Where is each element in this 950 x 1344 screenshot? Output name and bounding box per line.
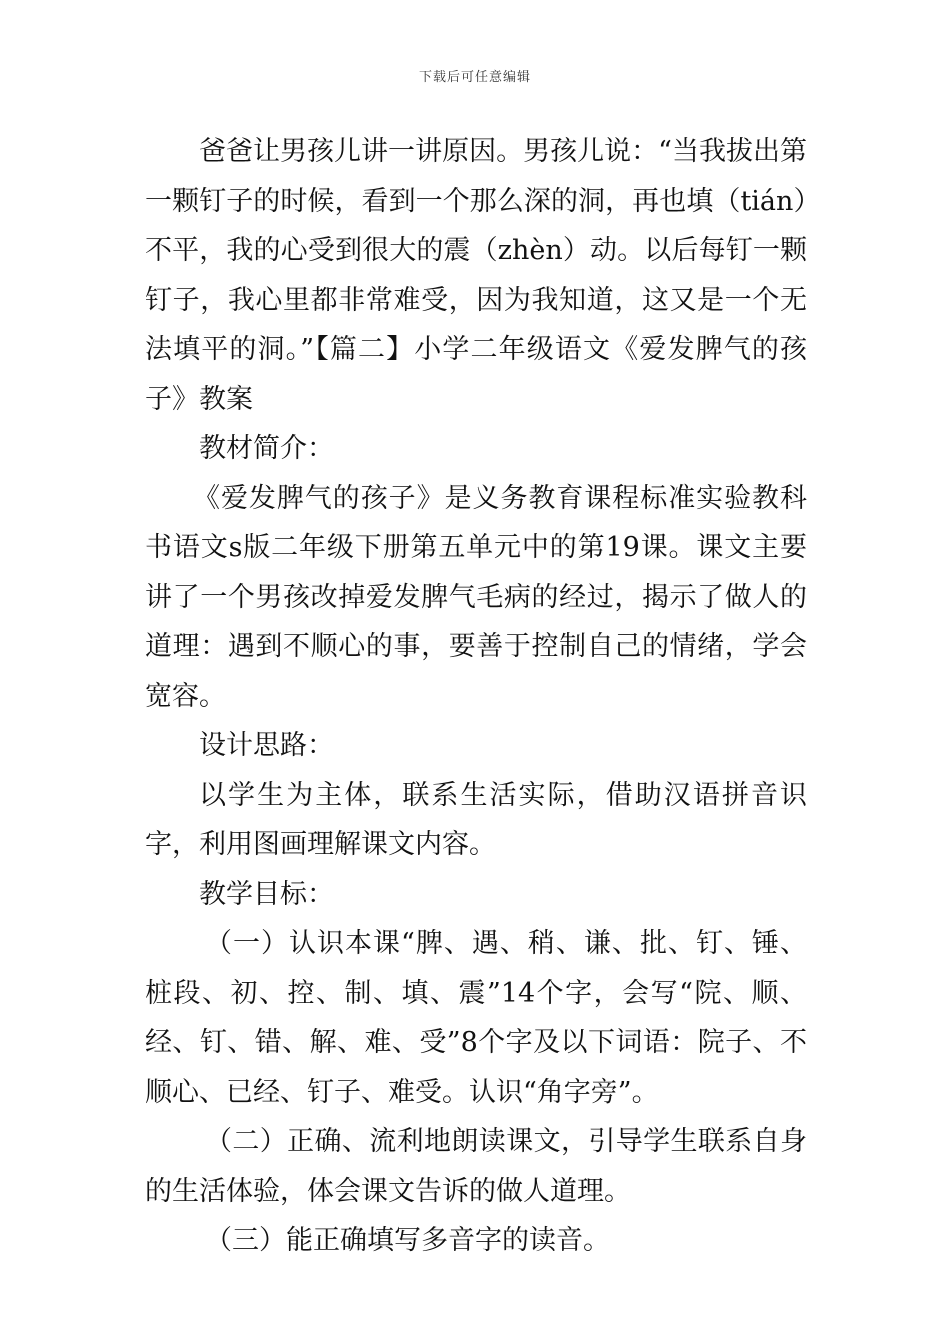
paragraph-goal-two: （二）正确、流利地朗读课文，引导学生联系自身的生活体验，体会课文告诉的做人道理。 (145, 1126, 807, 1207)
paragraph-goal-three: （三）能正确填写多音字的读音。 (205, 1225, 610, 1256)
paragraph-textbook-intro: 《爱发脾气的孩子》是义务教育课程标准实验教科书语文s版二年级下册第五单元中的第19课。课文主要讲了一个男孩改掉爱发脾气毛病的经过，揭示了做人的道理：遇到不顺心的事，要善于控制自己的情绪，学会宽容。 (145, 482, 807, 712)
paragraph-story-ending: 爸爸让男孩儿讲一讲原因。男孩儿说：“当我拔出第一颗钉子的时候，看到一个那么深的洞，再也填（tián）不平，我的心受到很大的震（zhèn）动。以后每钉一颗钉子，我心里都非常难受，因为我知道，这又是一个无法填平的洞。”【篇二】小学二年级语文《爱发脾气的孩子》教案 (145, 136, 807, 415)
page-header: 下载后可任意编辑 (418, 70, 531, 85)
heading-design-idea: 设计思路： (199, 730, 334, 761)
heading-teaching-goals: 教学目标： (199, 878, 334, 910)
heading-textbook-intro: 教材简介： (199, 433, 334, 464)
paragraph-design-idea: 以学生为主体，联系生活实际，借助汉语拼音识字，利用图画理解课文内容。 (145, 779, 807, 860)
document-body (145, 127, 807, 1266)
paragraph-goal-one: （一）认识本课“脾、遇、稍、谦、批、钉、锤、桩段、初、控、制、填、震”14个字，会写“院、顺、经、钉、错、解、难、受”8个字及以下词语：院子、不顺心、已经、钉子、难受。认识“角字旁”。 (145, 928, 807, 1108)
